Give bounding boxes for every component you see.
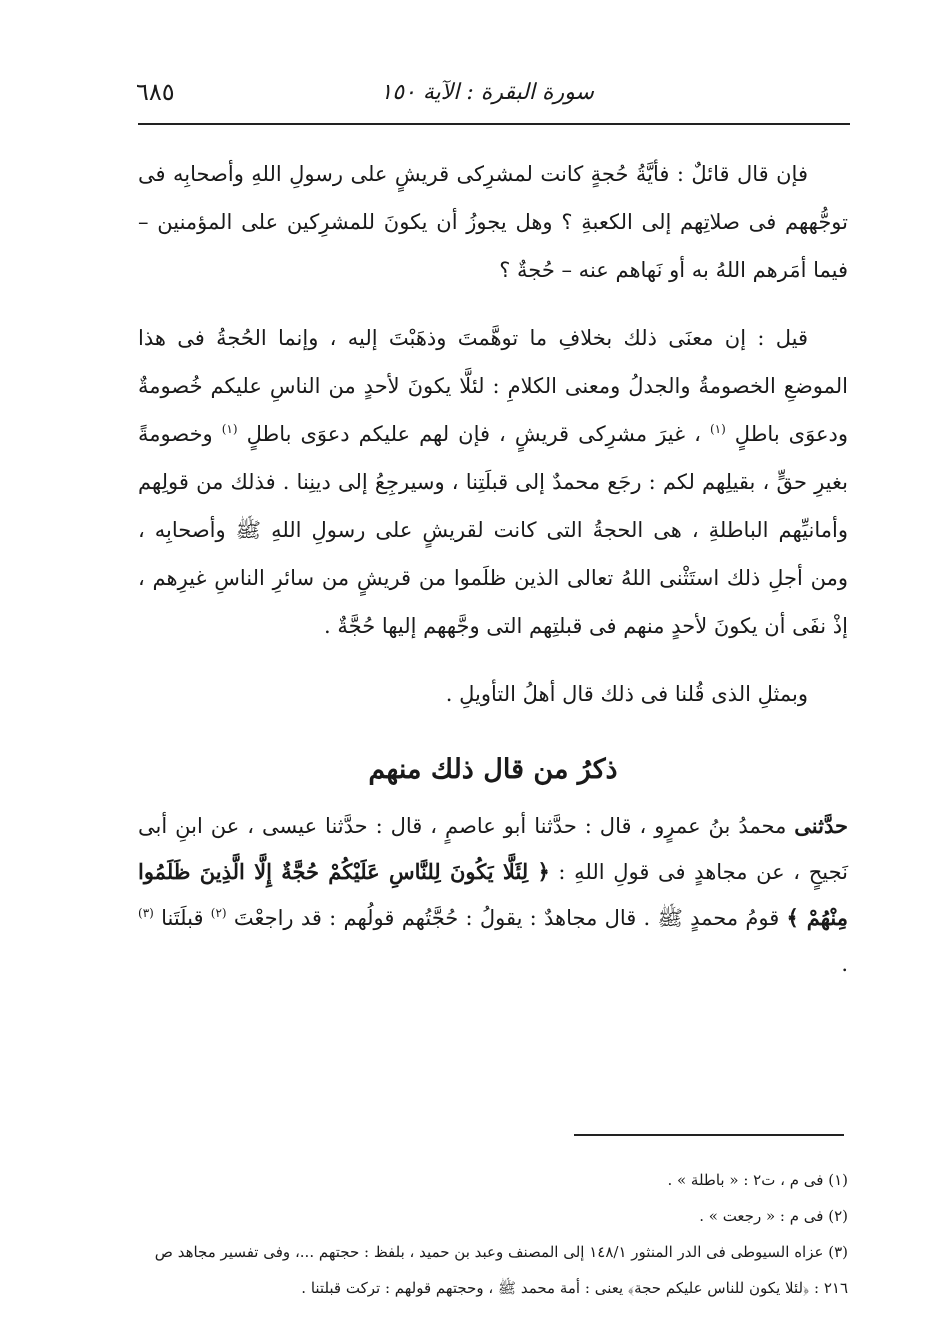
footnote-divider [574, 1134, 844, 1136]
surah-title: سورة البقرة : الآية ١٥٠ [380, 80, 594, 105]
footnote-ref: (٢) [210, 906, 227, 920]
section-heading: ذكرُ من قال ذلك منهم [368, 754, 618, 785]
hadith-text-end: قبلَتَنا [161, 906, 204, 930]
main-text [138, 150, 848, 987]
hadith-text: قومُ محمدٍ ﷺ . قال مجاهدٌ : يقولُ : حُجَّتُهم قولُهم : قد راجعْتَ [233, 906, 780, 930]
footnote-2: (٢) فى م : « رجعت » . [699, 1207, 848, 1225]
hadith-chain: محمدُ بنُ عمرٍو ، قال : حدَّثنا أبو عاصمٍ ، قال : حدَّثنا عيسى ، عن ابنِ أبى نَجيحٍ ، عن مجاهدٍ فى قولِ اللهِ : [138, 814, 848, 884]
hadith-narration [138, 803, 848, 987]
answer-text-2: ، غيرَ مشرِكى قريشٍ ، فإن لهم عليكم دعوَى باطلٍ [246, 422, 701, 446]
paragraph-answer [138, 314, 848, 650]
quran-verse: ﴿ لِئَلَّا يَكُونَ لِلنَّاسِ عَلَيْكُمْ حُجَّةٌ إِلَّا الَّذِينَ ظَلَمُوا مِنْهُمْ ﴾ [138, 859, 848, 930]
running-header [132, 70, 848, 118]
paragraph-question: فإن قال قائلٌ : فأيَّةُ حُجةٍ كانت لمشرِكى قريشٍ على رسولِ اللهِ وأصحابِه فى توجُّههم فى صلاتِهم إلى الكعبةِ ؟ وهل يجوزُ أن يكونَ للمشرِكين على المؤمنين – فيما أمَرهم اللهُ به أو نَهاهم عنه – حُجةٌ ؟ [138, 162, 848, 282]
paragraph-transition: وبمثلِ الذى قُلنا فى ذلك قال أهلُ التأويلِ . [445, 682, 808, 706]
page-number: ٦٨٥ [136, 78, 175, 106]
footnote-3: (٣) عزاه السيوطى فى الدر المنثور ١٤٨/١ إلى المصنف وعبد بن حميد ، بلفظ : حجتهم ...، وفى تفسير مجاهد ص ٢١٦ : ﴿لئلا يكون للناس عليكم حجة﴾ يعنى : أمة محمد ﷺ ، وحجتهم قولهم : تركت قبلتنا . [154, 1243, 848, 1297]
hadith-lead: حدَّثنى [794, 813, 848, 838]
answer-text-1: قيل : إن معنَى ذلك بخلافِ ما توهَّمتَ وذهَبْتَ إليه ، وإنما الحُجةُ فى هذا الموضعِ الخصومةُ والجدلُ ومعنى الكلامِ : لئلَّا يكونَ لأحدٍ من الناسِ عليكم خُصومةٌ ودعوَى باطلٍ [138, 326, 848, 446]
footnotes [132, 1162, 848, 1306]
footnote-ref: (١) [709, 422, 726, 436]
footnote-ref: (١) [221, 422, 238, 436]
footnote-1: (١) فى م ، ت٢ : « باطلة » . [667, 1171, 848, 1189]
hadith-period: . [841, 952, 848, 976]
footnote-ref: (٣) [138, 906, 154, 920]
header-divider [138, 123, 850, 125]
answer-text-3: وخصومةً بغيرِ حقٍّ ، بقيلِهم لكم : رجَع محمدٌ إلى قبلَتِنا ، وسيرجِعُ إلى دينِنا . فذلك من قولِهم وأمانيِّهم الباطلةِ ، هى الحجةُ التى كانت لقريشٍ على رسولِ اللهِ ﷺ وأصحابِه ، ومن أجلِ ذلك استَثْنى اللهُ تعالى الذين ظلَموا من قريشٍ من سائرِ الناسِ غيرِهم ، إذْ نفَى أن يكونَ لأحدٍ منهم فى قبلتِهم التى وجَّههم إليها حُجَّةٌ . [138, 422, 848, 638]
